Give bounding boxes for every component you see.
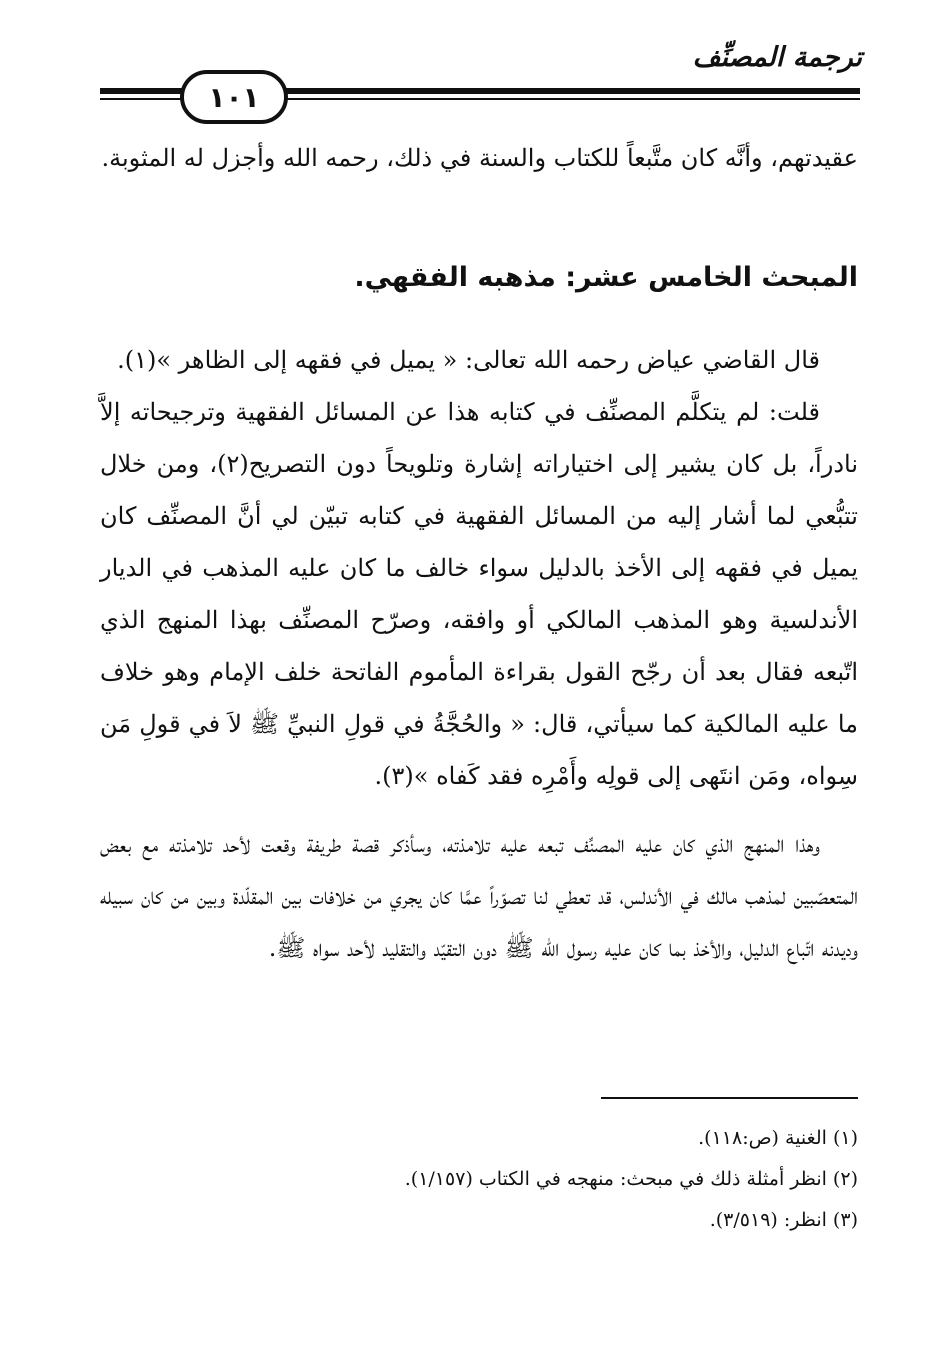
paragraph-commentary: قلت: لم يتكلَّم المصنِّف في كتابه هذا عن المسائل الفقهية وترجيحاته إلاَّ نادراً، بل كان يشير إلى اختياراته إشارة وتلويحاً دون التصريح(٢)، ومن خلال تتبُّعي لما أشار إليه من المسائل الفقهية في كتابه تبيّن لي أنَّ المصنِّف كان يميل في فقهه إلى الأخذ بالدليل سواء خالف ما كان عليه المذهب في الديار الأندلسية وهو المذهب المالكي أو وافقه، وصرّح المصنِّف بهذا المنهج الذي اتّبعه فقال بعد أن رجّح القول بقراءة المأموم الفاتحة خلف الإمام وهو خلاف ما عليه المالكية كما سيأتي، قال: « والحُجَّةُ في قولِ النبيِّ ﷺ لاَ في قولِ مَن سِواه، ومَن انتَهى إلى قولِه وأَمْرِه فقد كَفاه »(٣). xyxy=(100,398,858,790)
footnote-3: (٣) انظر: (٣/٥١٩). xyxy=(709,1209,858,1231)
footnote-separator xyxy=(601,1097,858,1099)
page-number: ١٠١ xyxy=(180,70,288,124)
paragraph-quote: قال القاضي عياض رحمه الله تعالى: « يميل في فقهه إلى الظاهر »(١). xyxy=(117,346,820,374)
running-title: ترجمة المصنِّف xyxy=(692,42,862,73)
paragraph-continuation: عقيدتهم، وأنَّه كان متَّبعاً للكتاب والسنة في ذلك، رحمه الله وأجزل له المثوبة. xyxy=(101,144,858,172)
footnotes xyxy=(405,1118,858,1241)
paragraph-method: وهذا المنهج الذي كان عليه المصنِّف تبعه عليه تلامذته، وسأذكر قصة طريفة وقعت لأحد تلامذته مع بعض المتعصّبين لمذهب مالك في الأندلس، قد تعطي لنا تصوّراً عمَّا كان يجري من خلافات بين المقلّدة وبين من كان سبيله وديدنه اتّباع الدليل، والأخذ بما كان عليه رسول الله ﷺ دون التقيّد والتقليد لأحد سواه ﷺ. xyxy=(100,830,858,962)
footnote-1: (١) الغنية (ص:١١٨). xyxy=(698,1127,858,1149)
section-heading: المبحث الخامس عشر: مذهبه الفقهي. xyxy=(354,262,858,293)
footnote-2: (٢) انظر أمثلة ذلك في مبحث: منهجه في الكتاب (١/١٥٧). xyxy=(404,1168,858,1190)
